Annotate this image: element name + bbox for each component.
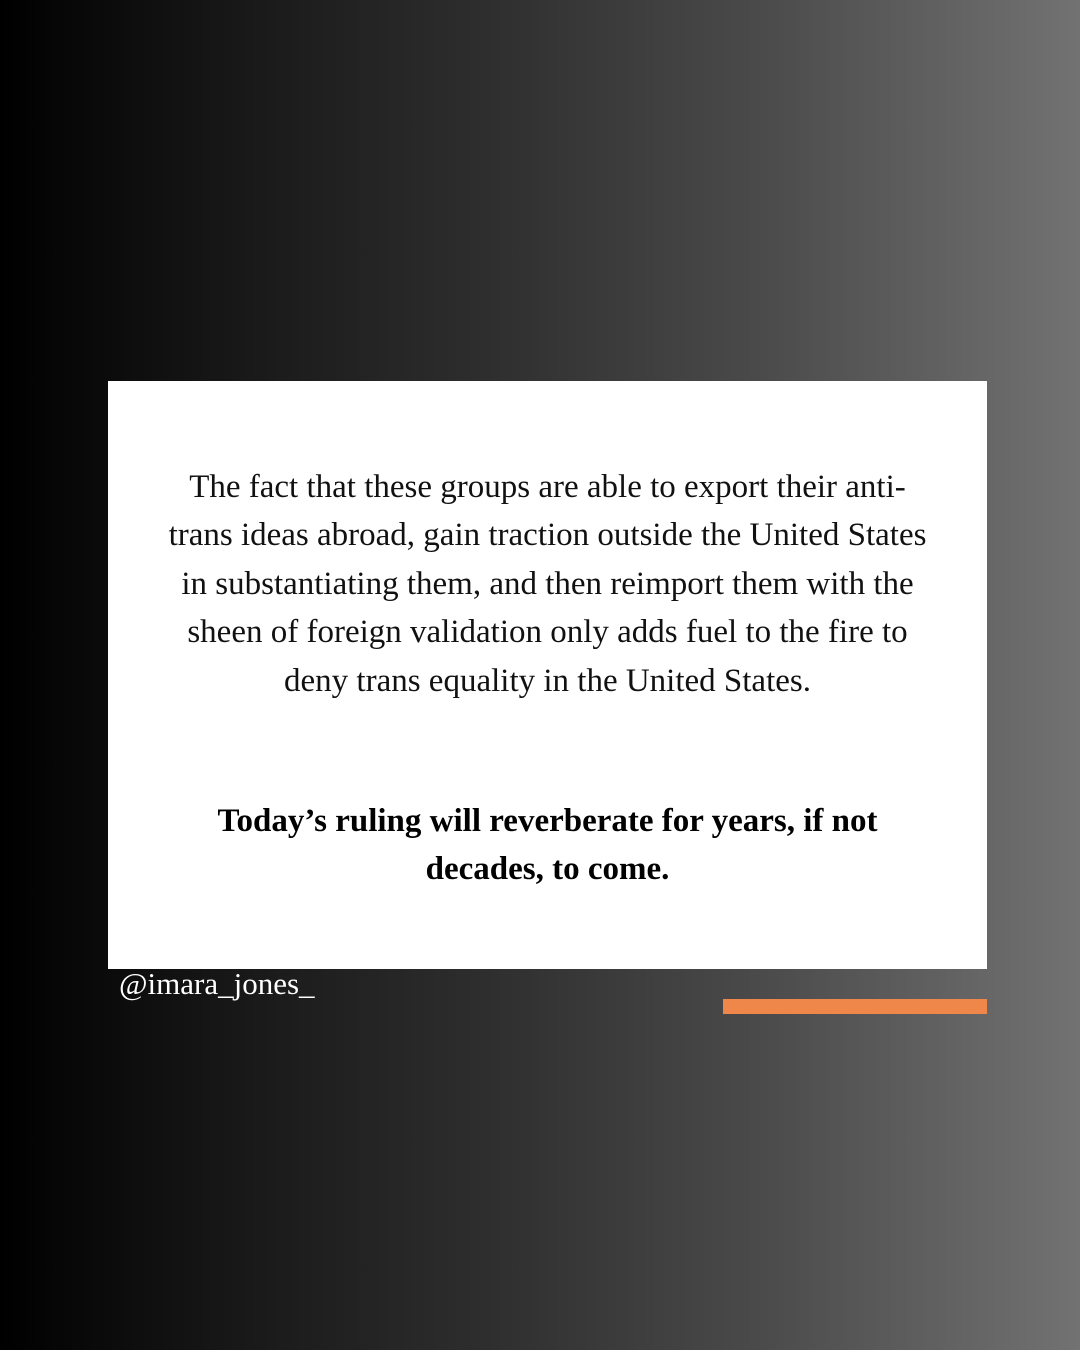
accent-bar <box>723 999 987 1014</box>
author-handle: @imara_jones_ <box>119 966 315 1001</box>
quote-emphasis-text: Today’s ruling will reverberate for years, if not decades, to come. <box>217 803 878 888</box>
quote-body-text: The fact that these groups are able to export their anti-trans ideas abroad, gain traction outside the United States in substantiating them, and then reimport them with the sheen of foreign validation only adds fuel to the fire to deny trans equality in the United States. <box>168 469 927 699</box>
quote-card <box>108 381 987 969</box>
